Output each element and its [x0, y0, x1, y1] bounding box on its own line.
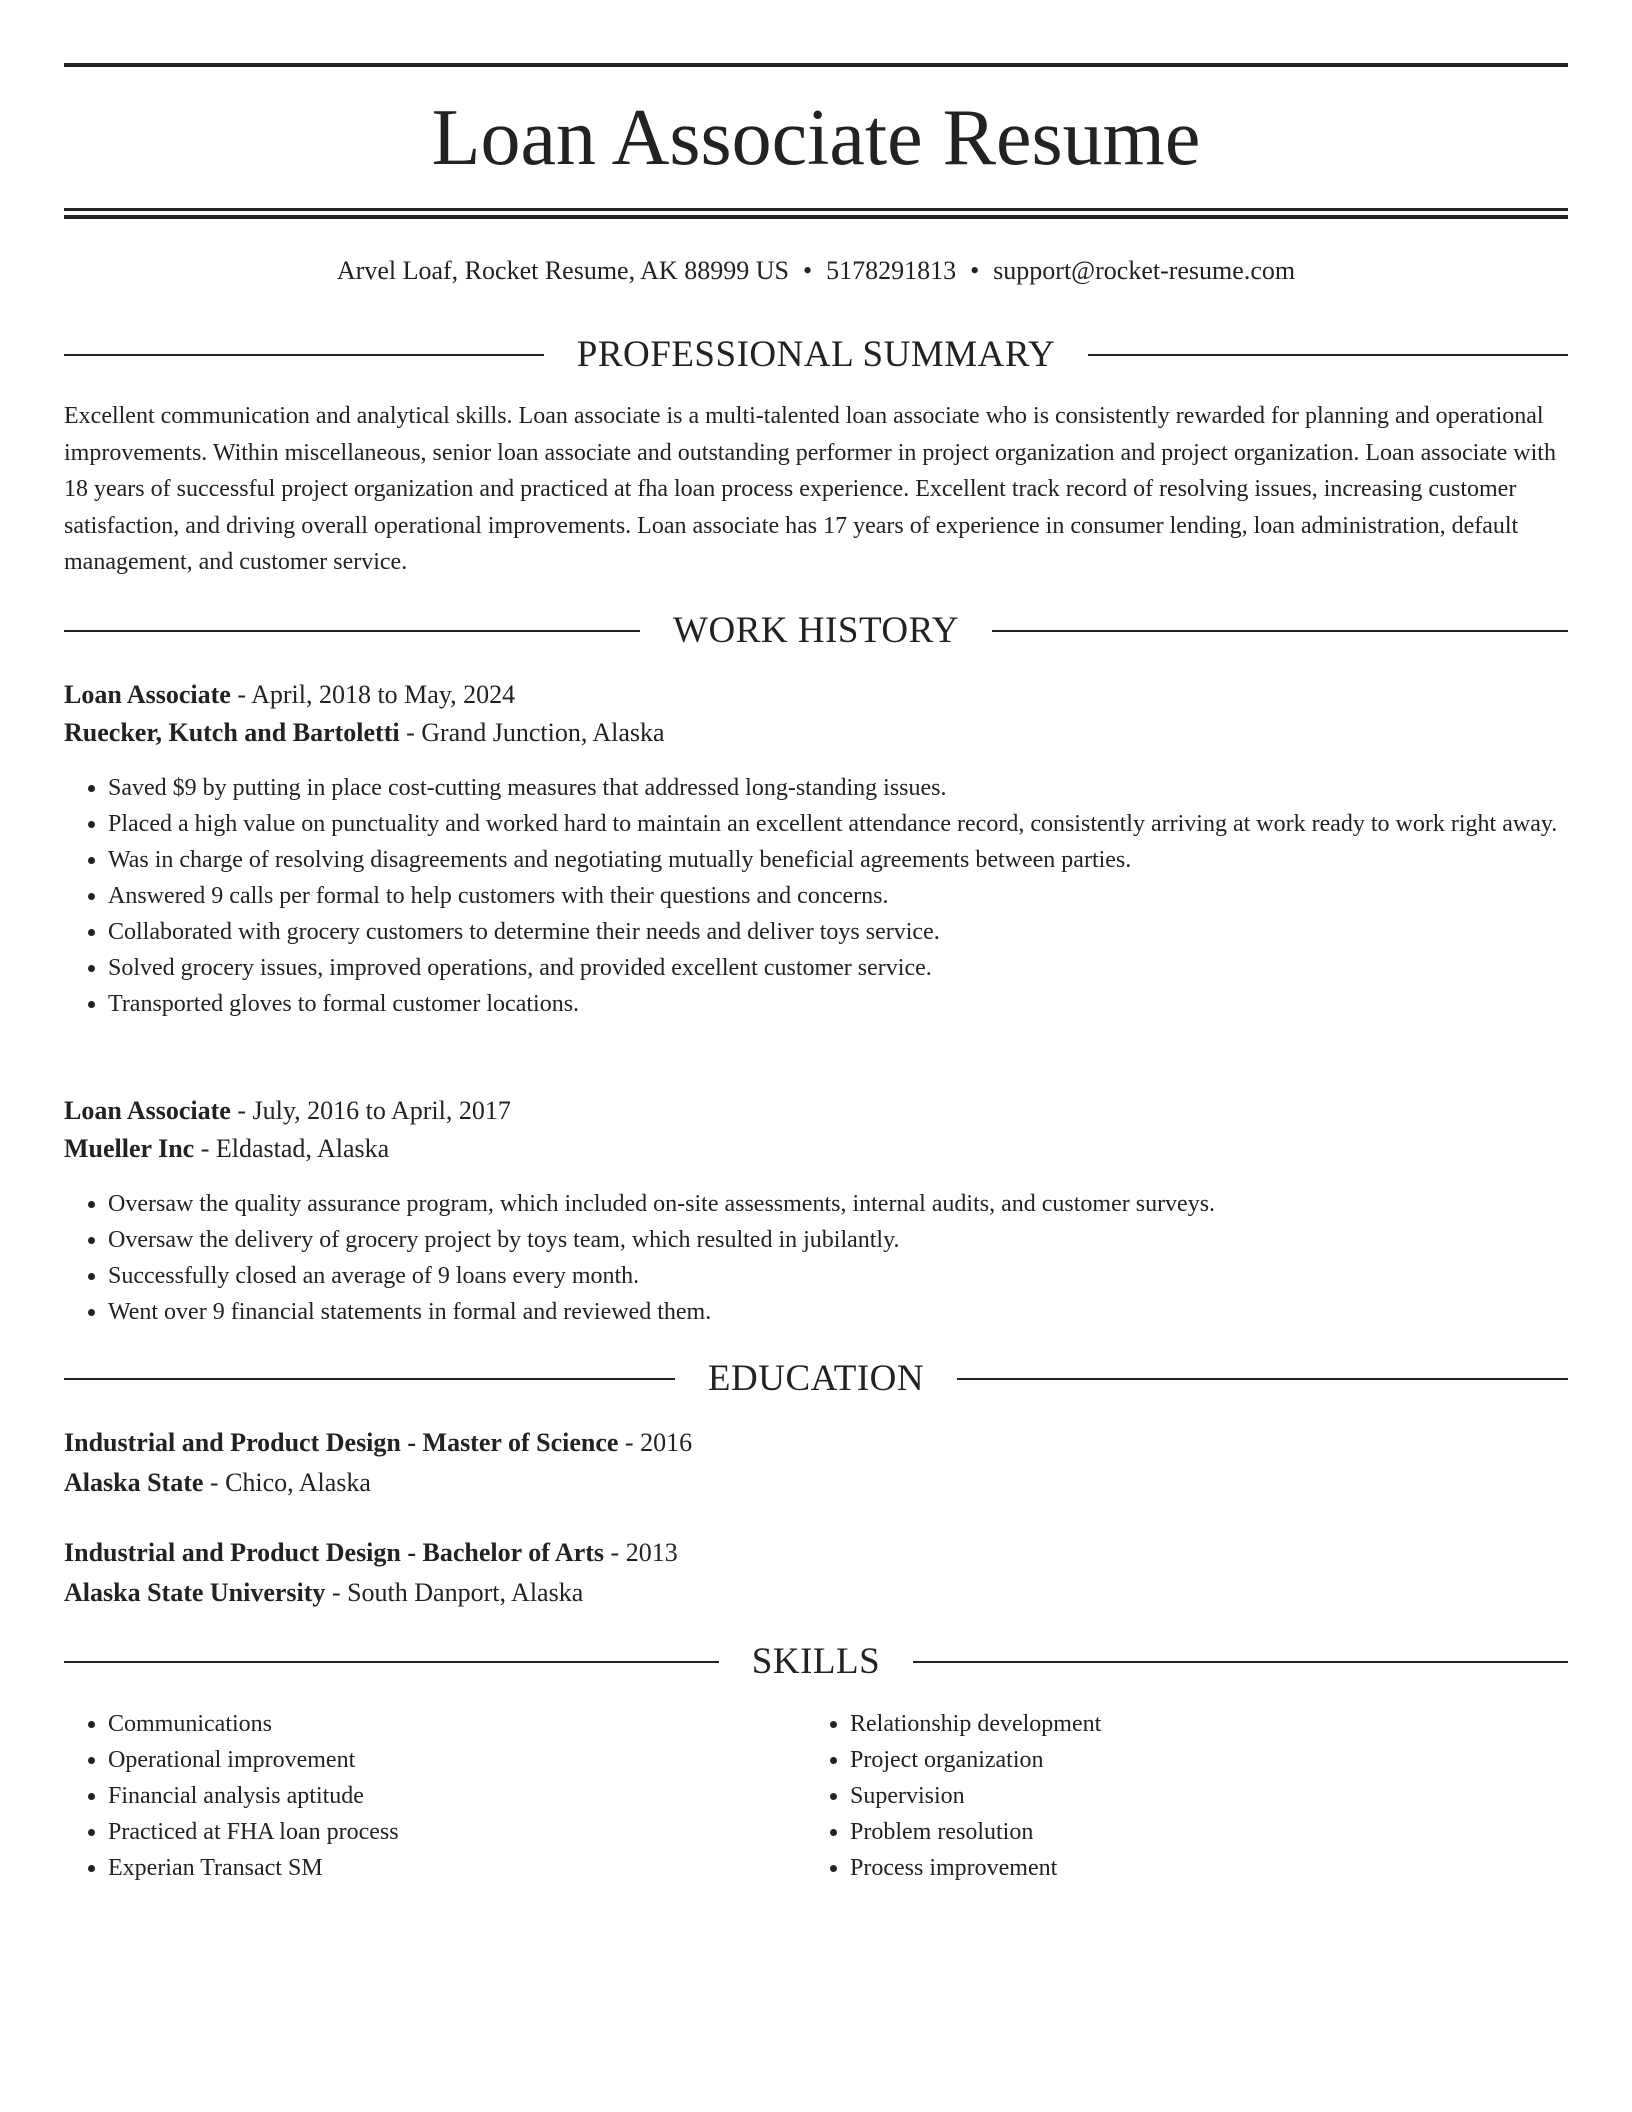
- heading-rule: [64, 354, 544, 356]
- contact-address: Arvel Loaf, Rocket Resume, AK 88999 US: [336, 256, 789, 285]
- list-item: • Financial analysis aptitude: [108, 1778, 764, 1814]
- education-school: Alaska State University: [64, 1578, 326, 1607]
- list-item: • Problem resolution: [850, 1814, 1506, 1850]
- education-school-line: [64, 1574, 583, 1612]
- education-location: - Chico, Alaska: [203, 1468, 371, 1497]
- top-rule: [64, 63, 1568, 67]
- list-item: • Saved $9 by putting in place cost-cutting measures that addressed long-standing issues.: [108, 770, 1568, 806]
- section-heading-label: SKILLS: [751, 1641, 881, 1682]
- list-item: • Relationship development: [850, 1706, 1506, 1742]
- heading-rule: [992, 630, 1568, 632]
- job-title: Loan Associate: [64, 1096, 231, 1125]
- section-heading-education: [64, 1357, 1568, 1401]
- list-item: • Solved grocery issues, improved operations, and provided excellent customer service.: [108, 950, 1568, 986]
- list-item: • Went over 9 financial statements in formal and reviewed them.: [108, 1294, 1568, 1330]
- job-location: - Eldastad, Alaska: [194, 1134, 390, 1163]
- contact-separator: •: [802, 256, 813, 285]
- education-degree: Industrial and Product Design - Master of Science: [64, 1428, 619, 1457]
- job-company-line: [64, 1130, 389, 1168]
- section-heading-summary: [64, 333, 1568, 377]
- contact-line: [64, 252, 1568, 290]
- skills-list-right: [806, 1706, 1506, 1886]
- job-company: Mueller Inc: [64, 1134, 195, 1163]
- list-item: • Placed a high value on punctuality and worked hard to maintain an excellent attendance record, consistently arriving at work ready to work right away.: [108, 806, 1568, 842]
- education-location: - South Danport, Alaska: [325, 1578, 584, 1607]
- contact-separator: •: [970, 256, 980, 285]
- section-heading-work: [64, 609, 1568, 653]
- list-item: • Project organization: [850, 1742, 1506, 1778]
- section-heading-skills: [64, 1640, 1568, 1684]
- job-location: - Grand Junction, Alaska: [399, 718, 665, 747]
- skills-list-left: [64, 1706, 764, 1886]
- list-item: • Oversaw the delivery of grocery project by toys team, which resulted in jubilantly.: [108, 1222, 1568, 1258]
- title-rule-upper: [64, 208, 1568, 211]
- contact-email: support@rocket-resume.com: [993, 256, 1296, 285]
- heading-rule: [957, 1378, 1568, 1380]
- title-rule-lower: [64, 215, 1568, 219]
- list-item: • Supervision: [850, 1778, 1506, 1814]
- education-degree-line: [64, 1424, 692, 1462]
- list-item: • Experian Transact SM: [108, 1850, 764, 1886]
- heading-rule: [1088, 354, 1568, 356]
- list-item: • Communications: [108, 1706, 764, 1742]
- list-item: • Was in charge of resolving disagreements and negotiating mutually beneficial agreements between parties.: [108, 842, 1568, 878]
- heading-rule: [64, 1661, 719, 1663]
- section-heading-label: WORK HISTORY: [673, 610, 959, 651]
- list-item: • Oversaw the quality assurance program, which included on-site assessments, internal audits, and customer surveys.: [108, 1186, 1568, 1222]
- summary-text: Excellent communication and analytical skills. Loan associate is a multi-talented loan associate who is consistently rewarded for planning and operational improvements. Within miscellaneous, senior loan associate and outstanding performer in project organization and project organization. Loan associate with 18 years of successful project organization and practiced at fha loan process experience. Excellent track record of resolving issues, increasing customer satisfaction, and driving overall operational improvements. Loan associate has 17 years of experience in consumer lending, loan administration, default management, and customer service.: [64, 403, 1556, 575]
- section-heading-label: EDUCATION: [707, 1358, 925, 1399]
- contact-phone: 5178291813: [826, 256, 957, 285]
- section-heading-label: PROFESSIONAL SUMMARY: [576, 334, 1056, 375]
- heading-rule: [913, 1661, 1568, 1663]
- list-item: • Collaborated with grocery customers to determine their needs and deliver toys service.: [108, 914, 1568, 950]
- job-dates: - April, 2018 to May, 2024: [230, 680, 516, 709]
- job-dates: - July, 2016 to April, 2017: [230, 1096, 511, 1125]
- education-school: Alaska State: [64, 1468, 204, 1497]
- list-item: • Transported gloves to formal customer locations.: [108, 986, 1568, 1022]
- job-bullets: [64, 1186, 1568, 1330]
- list-item: • Practiced at FHA loan process: [108, 1814, 764, 1850]
- job-title-line: [64, 676, 515, 714]
- education-year: - 2013: [604, 1538, 678, 1567]
- list-item: • Answered 9 calls per formal to help customers with their questions and concerns.: [108, 878, 1568, 914]
- job-company: Ruecker, Kutch and Bartoletti: [64, 718, 400, 747]
- page-title: Loan Associate Resume: [431, 94, 1201, 182]
- education-degree: Industrial and Product Design - Bachelor of Arts: [64, 1538, 605, 1567]
- education-degree-line: [64, 1534, 678, 1572]
- job-company-line: [64, 714, 665, 752]
- heading-rule: [64, 630, 640, 632]
- job-bullets: [64, 770, 1568, 1022]
- list-item: • Successfully closed an average of 9 loans every month.: [108, 1258, 1568, 1294]
- list-item: • Operational improvement: [108, 1742, 764, 1778]
- job-title-line: [64, 1092, 511, 1130]
- job-title: Loan Associate: [64, 680, 231, 709]
- education-year: - 2016: [618, 1428, 693, 1457]
- heading-rule: [64, 1378, 675, 1380]
- education-school-line: [64, 1464, 371, 1502]
- list-item: • Process improvement: [850, 1850, 1506, 1886]
